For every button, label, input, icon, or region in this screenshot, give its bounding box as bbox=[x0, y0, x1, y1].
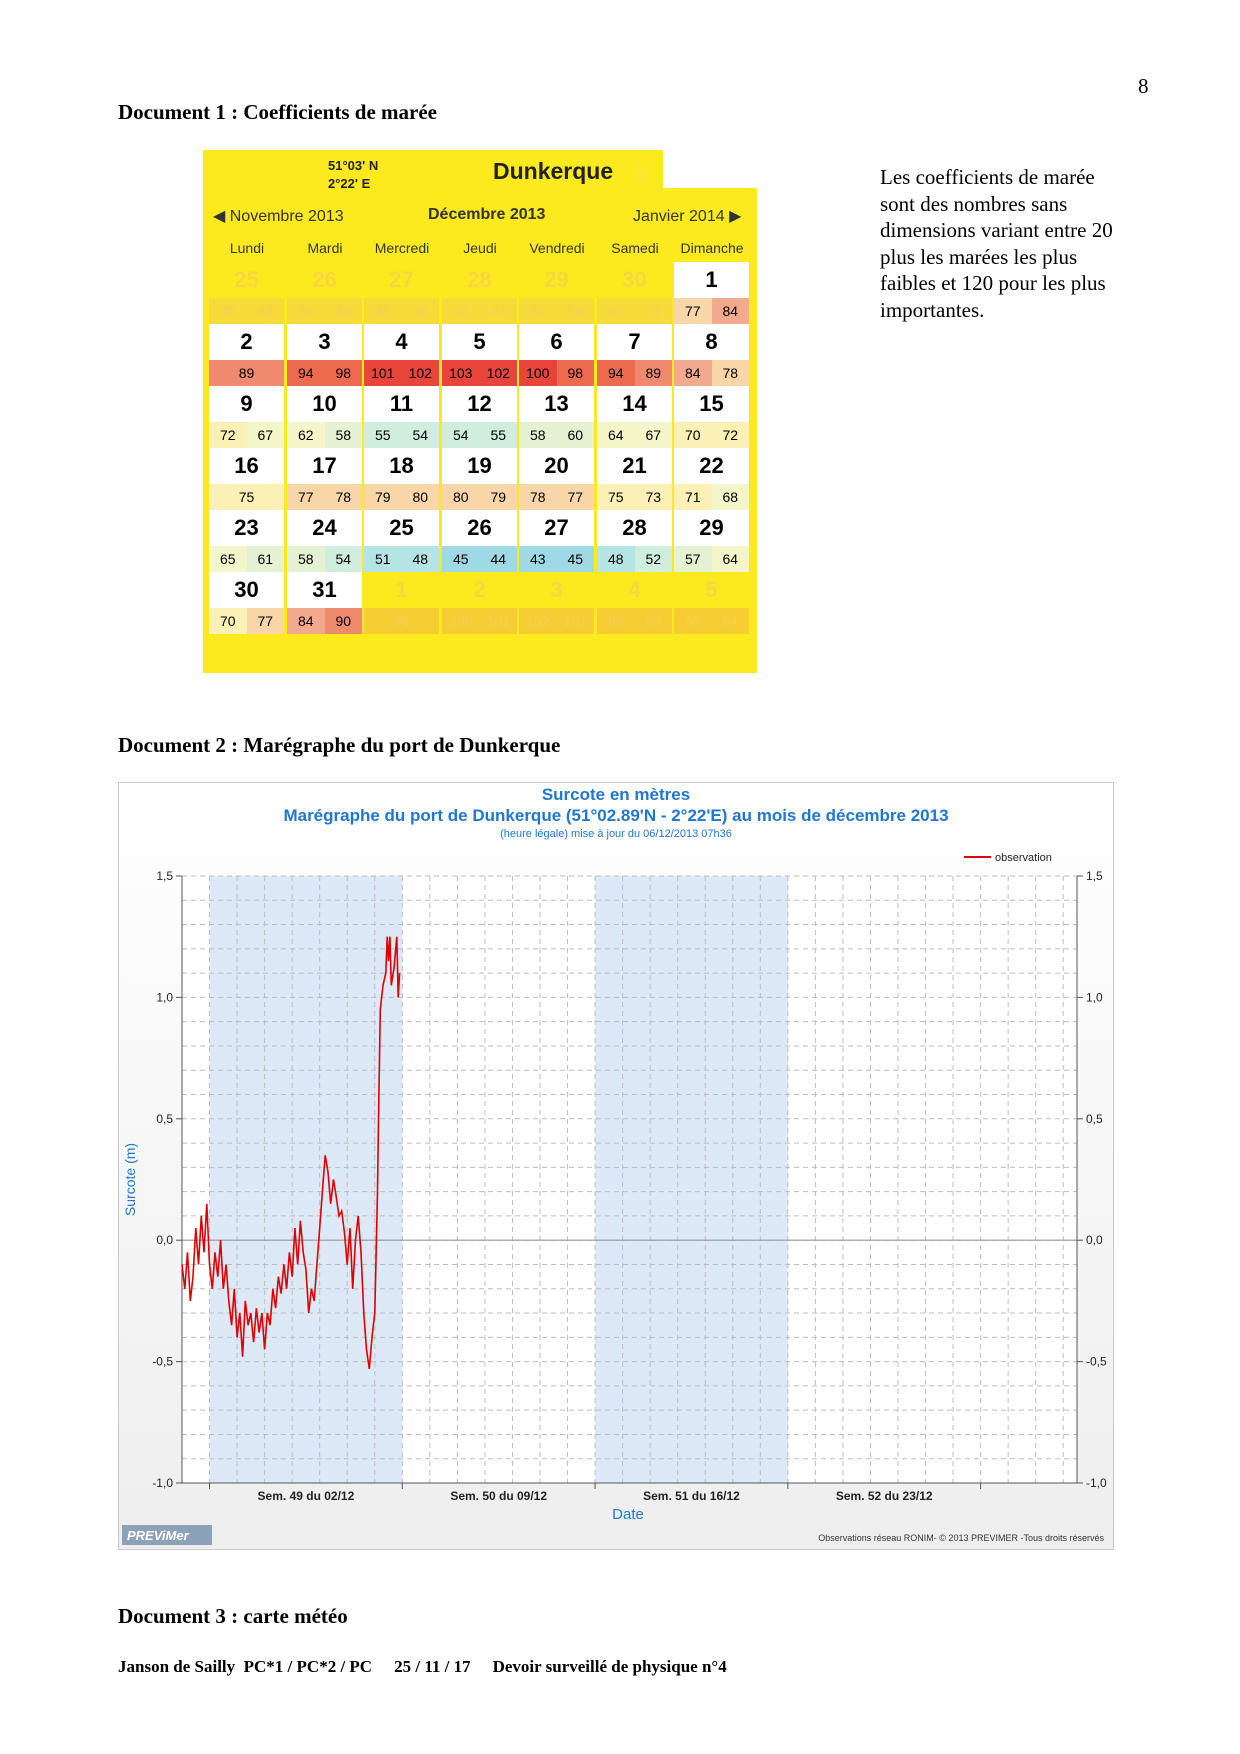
tide-coefficient: 61 bbox=[247, 546, 285, 572]
tide-coefficient: 77 bbox=[247, 608, 285, 634]
coefficient-band bbox=[209, 546, 284, 572]
tide-coefficient: 101 bbox=[486, 613, 510, 629]
tide-coefficient: 58 bbox=[519, 422, 557, 448]
tide-coefficient: 77 bbox=[674, 298, 712, 324]
calendar-day-cell[interactable] bbox=[519, 262, 594, 324]
calendar-day-cell[interactable] bbox=[287, 510, 362, 572]
previous-month-link[interactable]: ◀ Novembre 2013 bbox=[213, 208, 344, 225]
calendar-day-cell[interactable] bbox=[287, 572, 362, 634]
tide-coefficient: 84 bbox=[712, 298, 750, 324]
footer-date: 25 / 11 / 17 bbox=[394, 1657, 471, 1676]
coefficient-band bbox=[364, 608, 439, 634]
calendar-day-number: 27 bbox=[519, 510, 594, 546]
calendar-day-cell[interactable] bbox=[442, 386, 517, 448]
tide-coefficient: 80 bbox=[442, 484, 480, 510]
tide-coefficient: 55 bbox=[480, 422, 518, 448]
y-tick-label: 1,0 bbox=[156, 990, 173, 1005]
tide-coefficient: 45 bbox=[219, 303, 236, 319]
tide-coefficient: 84 bbox=[674, 360, 712, 386]
calendar-day-number: 12 bbox=[442, 386, 517, 422]
coefficient-band bbox=[597, 360, 672, 386]
coefficient-band bbox=[364, 422, 439, 448]
tide-coefficient: 90 bbox=[325, 608, 363, 634]
legend-label: observation bbox=[995, 852, 1052, 864]
y-tick-label: -1,0 bbox=[1086, 1476, 1107, 1490]
y-tick-label: 1,5 bbox=[1086, 869, 1103, 883]
page-number: 8 bbox=[1138, 74, 1149, 98]
tide-coefficient: 73 bbox=[635, 484, 673, 510]
calendar-day-number: 26 bbox=[312, 267, 337, 292]
tide-coefficient: 39 bbox=[297, 303, 314, 319]
weekday-lundi: Lundi bbox=[229, 240, 265, 256]
page-footer bbox=[118, 1657, 749, 1677]
chart-svg bbox=[119, 783, 1113, 1549]
calendar-day-number: 23 bbox=[209, 510, 284, 546]
tide-coefficient: 55 bbox=[364, 422, 402, 448]
calendar-day-cell[interactable] bbox=[442, 262, 517, 324]
tide-coefficient: 42 bbox=[452, 303, 469, 319]
coefficient-band bbox=[519, 422, 594, 448]
tide-coefficient: 52 bbox=[635, 546, 673, 572]
tide-coefficient: 90 bbox=[684, 613, 701, 629]
calendar-day-number: 31 bbox=[287, 572, 362, 608]
calendar-day-number: 29 bbox=[674, 510, 749, 546]
calendar-day-number: 25 bbox=[364, 510, 439, 546]
tide-coefficient: 75 bbox=[209, 484, 284, 510]
calendar-day-number: 2 bbox=[209, 324, 284, 360]
calendar-day-number: 13 bbox=[519, 386, 594, 422]
calendar-coordinates bbox=[328, 157, 378, 193]
calendar-day-cell[interactable] bbox=[364, 262, 439, 324]
tide-coefficient: 101 bbox=[364, 360, 402, 386]
calendar-day-cell[interactable] bbox=[519, 324, 594, 386]
calendar-day-number: 15 bbox=[674, 386, 749, 422]
tide-coefficient: 57 bbox=[674, 546, 712, 572]
tide-coefficient: 35 bbox=[374, 303, 391, 319]
calendar-day-cell[interactable] bbox=[597, 386, 672, 448]
calendar-day-number: 28 bbox=[597, 510, 672, 546]
tide-coefficient: 78 bbox=[712, 360, 750, 386]
y-tick-label: 0,0 bbox=[156, 1233, 173, 1248]
calendar-day-cell[interactable] bbox=[287, 324, 362, 386]
calendar-day-cell[interactable] bbox=[519, 572, 594, 634]
coefficient-band bbox=[287, 360, 362, 386]
calendar-day-cell[interactable] bbox=[674, 324, 749, 386]
tide-coefficient: 78 bbox=[325, 484, 363, 510]
tide-coefficient: 52 bbox=[529, 303, 546, 319]
tide-coefficient: 67 bbox=[247, 422, 285, 448]
coefficient-band bbox=[442, 360, 517, 386]
coefficient-band bbox=[287, 298, 362, 324]
coefficient-band bbox=[364, 546, 439, 572]
coefficient-band bbox=[287, 608, 362, 634]
calendar-day-cell[interactable] bbox=[597, 324, 672, 386]
tide-coefficient: 67 bbox=[635, 422, 673, 448]
calendar-day-cell[interactable] bbox=[597, 510, 672, 572]
calendar-day-cell[interactable] bbox=[209, 448, 284, 510]
coefficient-band bbox=[674, 298, 749, 324]
tide-coefficient: 89 bbox=[635, 360, 673, 386]
calendar-day-number: 25 bbox=[234, 267, 259, 292]
coefficient-note: Les coefficients de marée sont des nombres sans dimensions variant entre 20 plus les marées les plus faibles et 120 pour les plus importantes. bbox=[880, 165, 1113, 322]
x-tick-label: Sem. 52 du 23/12 bbox=[835, 1489, 933, 1503]
coefficient-band bbox=[597, 484, 672, 510]
tide-coefficient: 102 bbox=[402, 360, 440, 386]
calendar-day-cell[interactable] bbox=[674, 510, 749, 572]
coefficient-band bbox=[674, 484, 749, 510]
y-tick-label: 0,5 bbox=[1086, 1111, 1103, 1126]
tide-coefficient: 58 bbox=[325, 422, 363, 448]
coefficient-band bbox=[674, 608, 749, 634]
previmer-logo: PREViMer bbox=[127, 1528, 189, 1543]
tide-calendar bbox=[203, 150, 757, 673]
coefficient-band bbox=[519, 608, 594, 634]
weekday-vendredi: Vendredi bbox=[529, 240, 585, 256]
coefficient-band bbox=[597, 298, 672, 324]
week-band bbox=[595, 876, 788, 1483]
y-axis-label: Surcote (m) bbox=[122, 1142, 138, 1217]
tide-coefficient: 71 bbox=[645, 303, 662, 319]
calendar-day-cell[interactable] bbox=[287, 386, 362, 448]
tide-coefficient: 75 bbox=[597, 484, 635, 510]
calendar-day-cell[interactable] bbox=[442, 510, 517, 572]
coefficient-band bbox=[442, 298, 517, 324]
tide-coefficient: 79 bbox=[480, 484, 518, 510]
calendar-day-number: 30 bbox=[622, 267, 647, 292]
calendar-day-number: 24 bbox=[287, 510, 362, 546]
tide-coefficient: 43 bbox=[519, 546, 557, 572]
tide-coefficient: 51 bbox=[364, 546, 402, 572]
calendar-day-cell[interactable] bbox=[209, 262, 284, 324]
calendar-city: Dunkerque bbox=[493, 158, 614, 184]
chart-subtitle: Marégraphe du port de Dunkerque (51°02.89'N - 2°22'E) au mois de décembre 2013 bbox=[283, 806, 949, 825]
tide-coefficient: 62 bbox=[287, 422, 325, 448]
calendar-day-cell[interactable] bbox=[597, 262, 672, 324]
tide-coefficient: 77 bbox=[287, 484, 325, 510]
calendar-day-number: 4 bbox=[628, 577, 641, 602]
calendar-day-number: 2 bbox=[473, 577, 486, 602]
tide-coefficient: 70 bbox=[674, 422, 712, 448]
footer-school: Janson de Sailly PC*1 / PC*2 / PC bbox=[118, 1657, 373, 1676]
tide-coefficient: 64 bbox=[712, 546, 750, 572]
calendar-day-cell[interactable] bbox=[209, 572, 284, 634]
tide-coefficient: 80 bbox=[402, 484, 440, 510]
calendar-day-number: 21 bbox=[597, 448, 672, 484]
x-axis-label: Date bbox=[612, 1506, 644, 1523]
calendar-day-number: 18 bbox=[364, 448, 439, 484]
current-month-label: Décembre 2013 bbox=[428, 206, 546, 223]
tide-coefficient: 48 bbox=[402, 546, 440, 572]
tide-coefficient: 72 bbox=[209, 422, 247, 448]
calendar-day-cell[interactable] bbox=[209, 510, 284, 572]
weekday-dimanche: Dimanche bbox=[680, 240, 744, 256]
tide-coefficient: 95 bbox=[645, 613, 662, 629]
calendar-day-number: 16 bbox=[209, 448, 284, 484]
tide-gauge-chart bbox=[118, 782, 1114, 1550]
calendar-day-number: 5 bbox=[705, 577, 718, 602]
tide-coefficient: 94 bbox=[597, 360, 635, 386]
tide-coefficient: 101 bbox=[563, 613, 587, 629]
coefficient-band bbox=[442, 608, 517, 634]
calendar-day-cell[interactable] bbox=[364, 448, 439, 510]
tide-coefficient: 100 bbox=[449, 613, 473, 629]
y-tick-label: 1,0 bbox=[1086, 990, 1103, 1005]
calendar-day-cell[interactable] bbox=[519, 386, 594, 448]
coefficient-band bbox=[519, 360, 594, 386]
weekday-mercredi: Mercredi bbox=[374, 240, 430, 256]
coefficient-band bbox=[209, 360, 284, 386]
tide-coefficient: 54 bbox=[402, 422, 440, 448]
calendar-day-cell[interactable] bbox=[364, 572, 439, 634]
calendar-day-number: 7 bbox=[597, 324, 672, 360]
tide-coefficient: 42 bbox=[257, 303, 274, 319]
tide-coefficient: 94 bbox=[287, 360, 325, 386]
coefficient-band bbox=[674, 546, 749, 572]
tide-coefficient: 60 bbox=[557, 422, 595, 448]
x-tick-label: Sem. 51 du 16/12 bbox=[643, 1489, 740, 1503]
tide-coefficient: 68 bbox=[712, 484, 750, 510]
calendar-day-cell[interactable] bbox=[519, 510, 594, 572]
coefficient-band bbox=[287, 422, 362, 448]
y-tick-label: 0,0 bbox=[1086, 1233, 1103, 1248]
tide-coefficient: 84 bbox=[287, 608, 325, 634]
favorite-star-icon[interactable]: ☆ bbox=[631, 162, 649, 184]
tide-coefficient: 89 bbox=[209, 360, 284, 386]
coefficient-band bbox=[209, 484, 284, 510]
tide-coefficient: 102 bbox=[526, 613, 550, 629]
coefficient-band bbox=[209, 608, 284, 634]
calendar-day-number: 4 bbox=[364, 324, 439, 360]
tide-coefficient: 98 bbox=[557, 360, 595, 386]
calendar-day-number: 3 bbox=[287, 324, 362, 360]
tide-coefficient: 79 bbox=[364, 484, 402, 510]
tide-coefficient: 54 bbox=[325, 546, 363, 572]
tide-coefficient: 65 bbox=[209, 546, 247, 572]
tide-coefficient: 98 bbox=[325, 360, 363, 386]
coefficient-band bbox=[442, 484, 517, 510]
calendar-day-cell[interactable] bbox=[597, 572, 672, 634]
tide-coefficient: 56 bbox=[567, 303, 584, 319]
calendar-day-number: 26 bbox=[442, 510, 517, 546]
week-band bbox=[210, 876, 403, 1483]
calendar-day-number: 1 bbox=[395, 577, 408, 602]
tide-coefficient: 44 bbox=[480, 546, 518, 572]
calendar-day-number: 5 bbox=[442, 324, 517, 360]
calendar-day-number: 6 bbox=[519, 324, 594, 360]
document1-heading: Document 1 : Coefficients de marée bbox=[118, 100, 437, 124]
tide-coefficient: 72 bbox=[712, 422, 750, 448]
coefficient-band bbox=[597, 422, 672, 448]
x-tick-label: Sem. 50 du 09/12 bbox=[450, 1489, 548, 1503]
tide-coefficient: 96 bbox=[393, 613, 410, 629]
coefficient-band bbox=[674, 422, 749, 448]
tide-coefficient: 77 bbox=[557, 484, 595, 510]
calendar-day-number: 9 bbox=[209, 386, 284, 422]
calendar-day-cell[interactable] bbox=[287, 262, 362, 324]
calendar-day-cell[interactable] bbox=[442, 448, 517, 510]
next-month-link[interactable]: Janvier 2014 ▶ bbox=[633, 208, 742, 225]
calendar-day-number: 20 bbox=[519, 448, 594, 484]
calendar-day-cell[interactable] bbox=[287, 448, 362, 510]
calendar-day-cell[interactable] bbox=[209, 324, 284, 386]
calendar-day-number: 3 bbox=[550, 577, 563, 602]
weekday-jeudi: Jeudi bbox=[463, 240, 497, 256]
tide-coefficient: 64 bbox=[597, 422, 635, 448]
calendar-day-number: 14 bbox=[597, 386, 672, 422]
calendar-day-number: 27 bbox=[389, 267, 414, 292]
coefficient-band bbox=[674, 360, 749, 386]
calendar-day-number: 1 bbox=[674, 262, 749, 298]
weekday-samedi: Samedi bbox=[611, 240, 659, 256]
calendar-day-number: 19 bbox=[442, 448, 517, 484]
tide-coefficient: 102 bbox=[480, 360, 518, 386]
calendar-day-number: 8 bbox=[674, 324, 749, 360]
calendar-day-cell[interactable] bbox=[674, 386, 749, 448]
tide-coefficient: 58 bbox=[287, 546, 325, 572]
tide-coefficient: 47 bbox=[490, 303, 507, 319]
coefficient-band bbox=[519, 546, 594, 572]
calendar-day-number: 10 bbox=[287, 386, 362, 422]
y-tick-label: -1,0 bbox=[152, 1476, 173, 1490]
coefficient-band bbox=[209, 298, 284, 324]
calendar-day-number: 28 bbox=[467, 267, 492, 292]
tide-coefficient: 36 bbox=[335, 303, 352, 319]
chart-copyright: Observations réseau RONIM- © 2013 PREVIMER -Tous droits réservés bbox=[818, 1533, 1104, 1543]
coefficient-band bbox=[597, 546, 672, 572]
calendar-latitude: 51°03' N bbox=[328, 158, 379, 173]
coefficient-band bbox=[519, 484, 594, 510]
calendar-day-number: 29 bbox=[544, 267, 569, 292]
coefficient-band bbox=[519, 298, 594, 324]
chart-update-note: (heure légale) mise à jour du 06/12/2013 07h36 bbox=[500, 828, 732, 840]
tide-coefficient: 99 bbox=[607, 613, 624, 629]
y-tick-label: -0,5 bbox=[1086, 1354, 1107, 1369]
tide-coefficient: 39 bbox=[412, 303, 429, 319]
chart-title: Surcote en mètres bbox=[541, 785, 691, 804]
y-tick-label: 1,5 bbox=[156, 869, 173, 883]
coefficient-band bbox=[209, 422, 284, 448]
tide-coefficient: 100 bbox=[519, 360, 557, 386]
tide-coefficient: 48 bbox=[597, 546, 635, 572]
coefficient-band bbox=[597, 608, 672, 634]
coefficient-band bbox=[287, 484, 362, 510]
tide-coefficient: 84 bbox=[722, 613, 739, 629]
tide-coefficient: 103 bbox=[442, 360, 480, 386]
x-tick-label: Sem. 49 du 02/12 bbox=[257, 1489, 355, 1503]
tide-coefficient: 45 bbox=[557, 546, 595, 572]
tide-coefficient: 70 bbox=[209, 608, 247, 634]
tide-coefficient: 65 bbox=[607, 303, 624, 319]
calendar-day-cell[interactable] bbox=[674, 572, 749, 634]
calendar-day-cell[interactable] bbox=[364, 324, 439, 386]
calendar-day-cell[interactable] bbox=[442, 324, 517, 386]
calendar-day-cell[interactable] bbox=[674, 448, 749, 510]
footer-title: Devoir surveillé de physique n°4 bbox=[492, 1657, 727, 1676]
calendar-day-number: 11 bbox=[364, 386, 439, 422]
y-tick-label: -0,5 bbox=[152, 1354, 173, 1369]
calendar-longitude: 2°22' E bbox=[328, 176, 371, 191]
calendar-day-number: 22 bbox=[674, 448, 749, 484]
calendar-day-number: 17 bbox=[287, 448, 362, 484]
weekday-mardi: Mardi bbox=[307, 240, 343, 256]
calendar-day-cell[interactable] bbox=[364, 386, 439, 448]
calendar-day-cell[interactable] bbox=[442, 572, 517, 634]
calendar-day-number: 30 bbox=[209, 572, 284, 608]
calendar-day-cell[interactable] bbox=[209, 386, 284, 448]
calendar-day-cell[interactable] bbox=[674, 262, 749, 324]
tide-coefficient: 78 bbox=[519, 484, 557, 510]
tide-coefficient: 45 bbox=[442, 546, 480, 572]
calendar-day-cell[interactable] bbox=[597, 448, 672, 510]
coefficient-band bbox=[364, 484, 439, 510]
document2-heading: Document 2 : Marégraphe du port de Dunkerque bbox=[118, 733, 561, 757]
coefficient-band bbox=[364, 360, 439, 386]
tide-coefficient: 71 bbox=[674, 484, 712, 510]
document3-heading: Document 3 : carte météo bbox=[118, 1604, 348, 1628]
coefficient-band bbox=[442, 422, 517, 448]
tide-coefficient: 54 bbox=[442, 422, 480, 448]
calendar-day-cell[interactable] bbox=[364, 510, 439, 572]
coefficient-band bbox=[442, 546, 517, 572]
y-tick-label: 0,5 bbox=[156, 1111, 173, 1126]
calendar-day-cell[interactable] bbox=[519, 448, 594, 510]
coefficient-band bbox=[287, 546, 362, 572]
coefficient-band bbox=[364, 298, 439, 324]
